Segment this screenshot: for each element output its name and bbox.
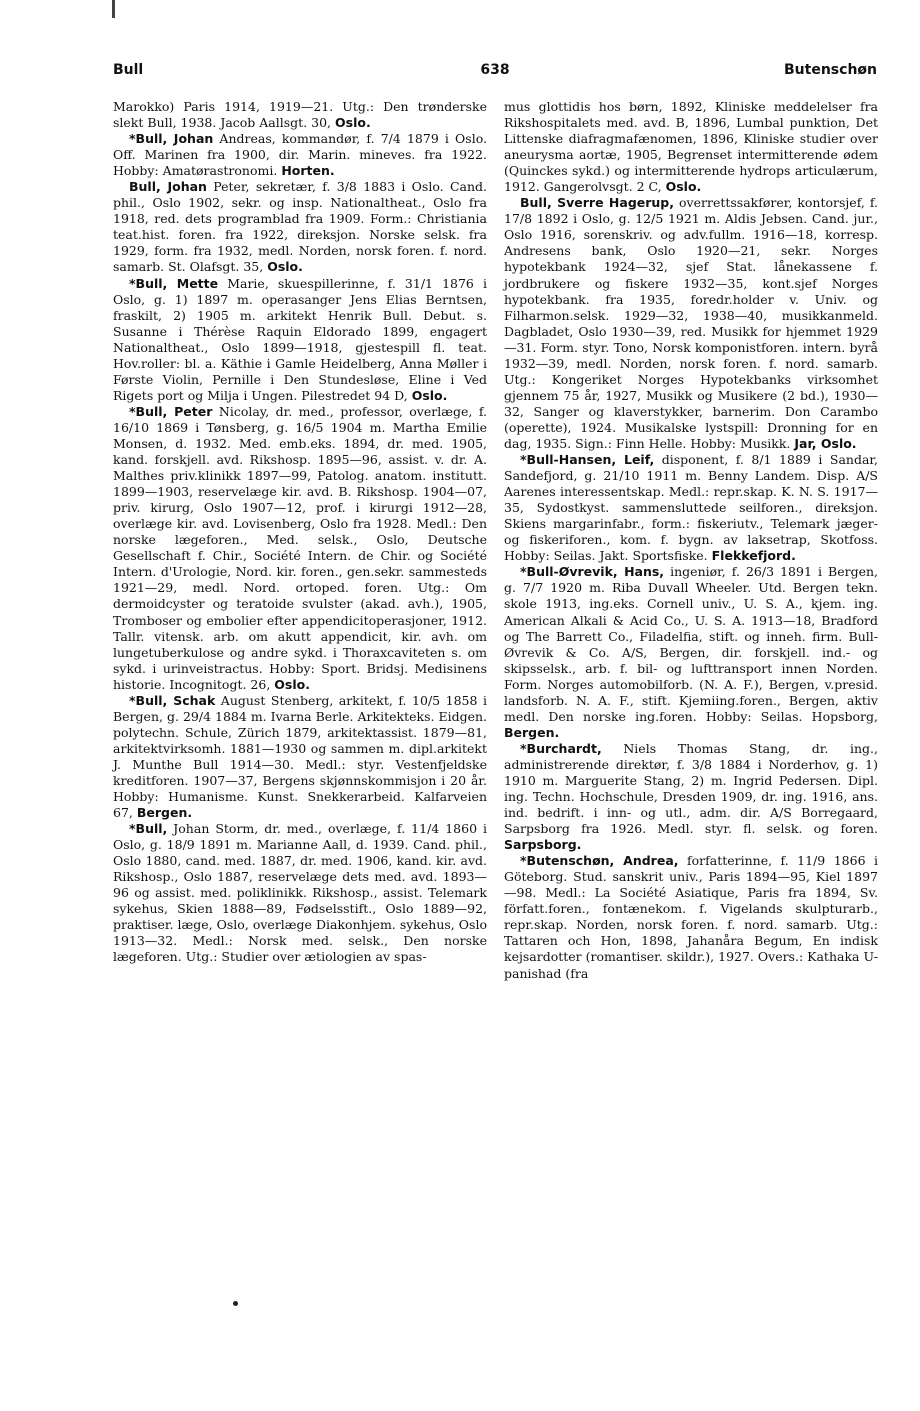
entry-name: Bull-Hansen, Leif, xyxy=(526,452,655,468)
entry xyxy=(504,853,878,981)
entry xyxy=(113,99,487,131)
entry-text: overrettssakfører, kontorsjef, f. 17/8 1892 i Oslo, g. 12/5 1921 m. Aldis Jebsen. Cand. jur., Oslo 1916, sorenskriv. og adv.fullm. 1916—18, korresp. Andresens bank, Oslo 1920—21, sekr. Norges hypotekbank 1924—32, sjef Stat. lånekassene f. jordbrukere og fiskere 1932—35, kont.sjef Norges hypotekbank. fra 1935, foredr.holder v. Univ. og Filharmon.selsk. 1929—32, 1938—40, musikkanmeld. Dagbladet, Oslo 1930—39, red. Musikk for hjemmet 1929—31. Form. styr. Tono, Norsk komponistforen. intern. byrå 1932—39, medl. Norden, norsk foren. f. nord. samarb. Utg.: Kongeriket Norges Hypotekbanks virksomhet gjennem 75 år, 1927, Musikk og Musikere (2 bd.), 1930—32, Sanger og klaverstykker, barnerim. Don Carambo (operette), 1924. Musikalske lystspill: Dronning for en dag, 1935. Sign.: Finn Helle. Hobby: Musikk. xyxy=(504,195,878,451)
entry-text: Andreas, kommandør, f. 7/4 1879 i Oslo. Off. Marinen fra 1900, dir. Marin. mineves. fra 1922. Hobby: Amatørastronomi. xyxy=(113,131,487,179)
entry-place: Bergen. xyxy=(504,724,560,740)
entry-place: Bergen. xyxy=(136,805,193,821)
entry-marker: * xyxy=(520,853,527,869)
entry-text: Nicolay, dr. med., professor, overlæge, f. 16/10 1869 i Tønsberg, g. 16/5 1904 m. Martha Emilie Monsen, d. 1932. Med. emb.eks. 1894, dr. med. 1905, kand. forskjell. avd. Rikshosp. 1895—96, assist. v. dr. A. Malthes priv.klinikk 1897—99, Patolog. anatom. institutt. 1899—1903, reservelæge kir. avd. B. Rikshosp. 1904—07, priv. kirurg, Oslo 1907—12, prof. i kirurgi 1912—28, overlæge kir. avd. Lovisenberg, Oslo fra 1928. Medl.: Den norske lægeforen., Med. selsk., Oslo, Deutsche Gesellschaft f. Chir., Société Intern. de Chir. og Société Intern. d'Urologie, Nord. kir. foren., gen.sekr. sammesteds 1921—29, medl. Nord. ortoped. foren. Utg.: Om dermoidcyster og teratoide svulster (akad. avh.), 1905, Tromboser og embolier efter appendicitoperasjoner, 1912. Tallr. vitensk. arb. om akutt appendicit, kir. avh. om lungetuberkulose og andre sykd. i Thoraxcaviteten s. om sykd. i urinveistractus. Hobby: Sport. Bridsj. Medisinens historie. Incognitogt. 26, xyxy=(113,403,487,692)
entry-text: mus glottidis hos børn, 1892, Kliniske meddelelser fra Rikshospitalets med. avd. B, 1896, Lumbal punktion, Det Littenske diafragmafænomen, 1896, Kliniske studier over aneurysma aortæ, 1905, Begrenset intermitterende ødem (Quinckes sykd.) og intermitterende hydrops articulærum, 1912. Gangerolvsgt. 2 C, xyxy=(504,99,878,195)
entry-place: Flekkefjord. xyxy=(711,548,796,564)
entry-text: August Stenberg, arkitekt, f. 10/5 1858 i Bergen, g. 29/4 1884 m. Ivarna Berle. Arkitekteks. Eidgen. polytechn. Schule, Zürich 1879, arkitektassist. 1879—81, arkitektvirksomh. 1881—1930 og sammen m. dipl.arkitekt J. Munthe Bull 1914—30. Medl.: styr. Vestenfjeldske kreditforen. 1907—37, Bergens skjønnskommisjon i 20 år. Hobby: Humanisme. Kunst. Snekkerarbeid. Kalfarveien 67, xyxy=(113,692,487,821)
entry xyxy=(504,452,878,564)
entry xyxy=(113,404,487,693)
margin-mark xyxy=(112,0,115,18)
entry-marker: * xyxy=(129,275,136,291)
entry-name: Bull, Sverre Hagerup, xyxy=(520,195,675,211)
entry xyxy=(504,195,878,452)
entry-text: Peter, sekretær, f. 3/8 1883 i Oslo. Cand. phil., Oslo 1902, sekr. og insp. Nationaltheat., Oslo fra 1918, red. dets programblad fra 1909. Form.: Christiania teat.hist. foren. fra 1922, direksjon. Norske selsk. fra 1929, form. fra 1932, medl. Norden, norsk foren. f. nord. samarb. St. Olafsgt. 35, xyxy=(113,179,487,275)
entry-name: Bull, xyxy=(135,821,168,837)
entry-place: Oslo. xyxy=(267,259,303,275)
entry-marker: * xyxy=(520,452,527,468)
page-number: 638 xyxy=(480,62,510,78)
entry-marker: * xyxy=(129,692,136,708)
entry-place: Horten. xyxy=(281,163,335,179)
entry-marker: * xyxy=(129,131,136,147)
entry-text: forfatterinne, f. 11/9 1866 i Göteborg. Stud. sanskrit univ., Paris 1894—95, Kiel 1897—98. Medl.: La Société Asiatique, Paris fra 1894, Sv. författ.foren., fontænekom. f. Vigelands skulpturarb., repr.skap. Norden, norsk foren. f. nord. samarb. Utg.: Tattaren och Hon, 1898, Jahanåra Begum, En indisk kejsardotter (romantiser. skildr.), 1927. Overs.: Kathaka U-panishad (fra xyxy=(504,853,878,981)
right-column xyxy=(504,99,878,982)
header-left-catchword: Bull xyxy=(113,62,144,78)
entry xyxy=(504,741,878,853)
entry-marker: * xyxy=(129,403,136,419)
bullet-dot xyxy=(233,1301,238,1306)
entry-text: Niels Thomas Stang, dr. ing., administrerende direktør, f. 3/8 1884 i Norderhov, g. 1) 1910 m. Marguerite Stang, 2) m. Ingrid Pedersen. Dipl. ing. Techn. Hochschule, Dresden 1909, dr. ing. 1916, ans. ind. bedrift. i inn- og utl., adm. dir. A/S Borregaard, Sarpsborg fra 1926. Medl. styr. fl. selsk. og foren. xyxy=(504,740,878,837)
entry xyxy=(113,821,487,965)
entry xyxy=(504,99,878,195)
entry-name: Butenschøn, Andrea, xyxy=(526,853,679,869)
entry-name: Bull, Mette xyxy=(135,275,219,291)
entry-name: Bull, Peter xyxy=(135,403,213,419)
entry-name: Bull, Schak xyxy=(135,692,216,708)
entry-name: Bull-Øvrevik, Hans, xyxy=(526,564,665,580)
entry xyxy=(504,564,878,741)
page-header xyxy=(113,62,877,84)
entry xyxy=(113,276,487,404)
entry-text: Johan Storm, dr. med., overlæge, f. 11/4 1860 i Oslo, g. 18/9 1891 m. Marianne Aall, d. 1939. Cand. phil., Oslo 1880, cand. med. 1887, dr. med. 1906, kand. kir. avd. Rikshosp., Oslo 1887, reservelæge dets med. avd. 1893—96 og assist. med. poliklinikk. Rikshosp., assist. Telemark sykehus, Skien 1888—89, Fødselsstift., Oslo 1889—92, praktiser. læge, Oslo, overlæge Diakonhjem. sykehus, Oslo 1913—32. Medl.: Norsk med. selsk., Den norske lægeforen. Utg.: Studier over ætiologien av spas- xyxy=(113,821,487,965)
entry-name: Bull, Johan xyxy=(129,179,207,195)
entry-place: Jar, Oslo. xyxy=(794,435,857,451)
entry-place: Oslo. xyxy=(411,387,448,403)
entry-text: disponent, f. 8/1 1889 i Sandar, Sandefjord, g. 21/10 1911 m. Benny Landem. Disp. A/S Aarenes interessentskap. Medl.: repr.skap. K. N. S. 1917—35, Sydostkyst. sammensluttede seilforen., direksjon. Skiens margarinfabr., form.: fiskeriutv., Telemark jæger- og fiskeriforen., kom. f. bygn. av laksetrap, Skotfoss. Hobby: Seilas. Jakt. Sportsfiske. xyxy=(504,452,878,564)
entry xyxy=(113,131,487,179)
header-right-catchword: Butenschøn xyxy=(784,62,877,78)
entry-marker: * xyxy=(520,564,527,580)
entry xyxy=(113,179,487,275)
entry-place: Oslo. xyxy=(274,676,310,692)
entry-text: ingeniør, f. 26/3 1891 i Bergen, g. 7/7 1920 m. Riba Duvall Wheeler. Utd. Bergen tekn. skole 1913, ing.eks. Cornell univ., U. S. A., kjem. ing. American Alkali & Acid Co., U. S. A. 1913—18, Bradford og The Barrett Co., Filadelfia, stift. og inneh. firm. Bull-Øvrevik & Co. A/S, Bergen, dir. forskjell. ind.- og skipsselsk., arb. f. bil- og lufttransport innen Norden. Form. Norges automobilforb. (N. A. F.), Bergen, v.presid. landsforb. N. A. F., stift. Kjemiing.foren., Bergen, aktiv medl. Den norske ing.foren. Hobby: Seilas. Hopsborg, xyxy=(504,564,878,724)
entry xyxy=(113,693,487,821)
entry-text: Marokko) Paris 1914, 1919—21. Utg.: Den trønderske slekt Bull, 1938. Jacob Aallsgt. 30, xyxy=(113,99,487,131)
entry-text: Marie, skuespillerinne, f. 31/1 1876 i Oslo, g. 1) 1897 m. operasanger Jens Elias Berntsen, fraskilt, 2) 1905 m. arkitekt Henrik Bull. Debut. s. Susanne i Thérèse Raquin Eldorado 1899, engagert Nationaltheat., Oslo 1899—1918, gjestespill fl. teat. Hov.roller: bl. a. Käthie i Gamle Heidelberg, Anna Møller i Første Violin, Pernille i Den Stundesløse, Eline i Ved Rigets port og Milja i Ungen. Pilestredet 94 D, xyxy=(113,275,487,403)
entry-marker: * xyxy=(129,821,136,837)
left-column xyxy=(113,99,487,966)
entry-name: Burchardt, xyxy=(526,740,602,756)
entry-place: Oslo. xyxy=(335,115,371,131)
entry-place: Sarpsborg. xyxy=(504,837,582,853)
entry-place: Oslo. xyxy=(665,179,702,195)
entry-name: Bull, Johan xyxy=(135,131,214,147)
entry-marker: * xyxy=(520,740,527,756)
